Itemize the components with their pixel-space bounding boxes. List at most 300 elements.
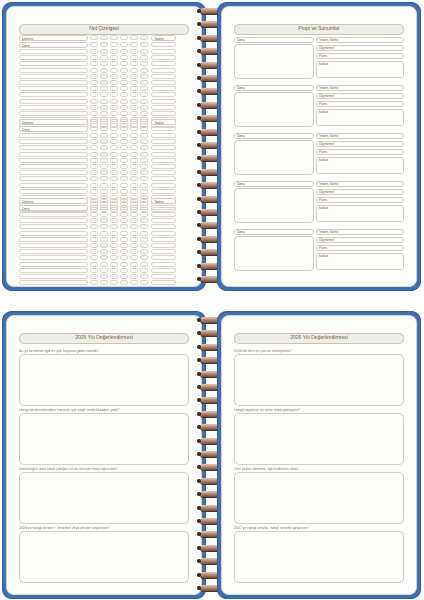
grade-cell[interactable] [90, 198, 98, 203]
grade-cell[interactable] [140, 133, 148, 138]
lesson-row[interactable] [19, 74, 88, 79]
grade-cell[interactable] [90, 105, 98, 110]
lesson-row[interactable] [19, 49, 88, 54]
project-field[interactable]: Öğretmen: [316, 237, 404, 243]
grade-cell[interactable] [140, 243, 148, 248]
grade-cell[interactable] [100, 243, 108, 248]
grade-cell[interactable] [120, 164, 128, 169]
grade-cell[interactable] [120, 55, 128, 60]
grade-cell[interactable] [90, 68, 98, 73]
teslim-cell[interactable] [151, 80, 176, 85]
grade-cell[interactable] [140, 126, 148, 131]
grade-cell[interactable] [110, 61, 118, 66]
lesson-row[interactable] [19, 243, 88, 248]
lesson-row[interactable] [19, 152, 88, 157]
teslim-cell[interactable] [151, 243, 176, 248]
grade-cell[interactable] [90, 176, 98, 181]
teslim-cell[interactable] [151, 268, 176, 273]
grade-cell[interactable] [90, 152, 98, 157]
project-field[interactable]: Notlar: [316, 253, 404, 270]
grade-cell[interactable] [110, 145, 118, 150]
grade-cell[interactable] [90, 280, 98, 285]
grade-cell[interactable] [100, 139, 108, 144]
grade-cell[interactable] [90, 218, 98, 223]
lesson-row[interactable] [19, 170, 88, 175]
lesson-row[interactable] [19, 218, 88, 223]
grade-cell[interactable] [110, 86, 118, 91]
lesson-row[interactable] [19, 105, 88, 110]
grade-cell[interactable] [120, 35, 128, 40]
teslim-cell[interactable] [151, 249, 176, 254]
grade-cell[interactable] [110, 183, 118, 188]
grade-cell[interactable] [110, 243, 118, 248]
grade-cell[interactable] [100, 119, 108, 124]
grade-cell[interactable] [110, 133, 118, 138]
grade-cell[interactable] [120, 262, 128, 267]
teslim-cell[interactable] [151, 152, 176, 157]
lesson-row[interactable] [19, 189, 88, 194]
lesson-row[interactable] [19, 158, 88, 163]
grade-cell[interactable] [140, 92, 148, 97]
grade-cell[interactable] [100, 86, 108, 91]
grade-cell[interactable] [90, 80, 98, 85]
grade-cell[interactable] [110, 42, 118, 47]
answer-area[interactable] [19, 531, 189, 583]
grade-cell[interactable] [130, 68, 138, 73]
lesson-row[interactable] [19, 268, 88, 273]
grade-cell[interactable] [90, 145, 98, 150]
answer-area[interactable] [234, 472, 404, 524]
grade-cell[interactable] [100, 68, 108, 73]
grade-cell[interactable] [120, 268, 128, 273]
grade-cell[interactable] [110, 189, 118, 194]
grade-cell[interactable] [110, 268, 118, 273]
grade-cell[interactable] [120, 152, 128, 157]
grade-cell[interactable] [90, 49, 98, 54]
project-field[interactable]: Öğretmen: [316, 141, 404, 147]
grade-cell[interactable] [140, 255, 148, 260]
lesson-row[interactable] [19, 111, 88, 116]
grade-cell[interactable] [90, 212, 98, 217]
grade-cell[interactable] [90, 183, 98, 188]
lesson-row[interactable] [19, 231, 88, 236]
grade-cell[interactable] [140, 170, 148, 175]
grade-cell[interactable] [110, 249, 118, 254]
grade-cell[interactable] [120, 86, 128, 91]
grade-cell[interactable] [140, 139, 148, 144]
grade-cell[interactable] [100, 218, 108, 223]
grade-cell[interactable] [140, 249, 148, 254]
grade-cell[interactable] [140, 35, 148, 40]
grade-cell[interactable] [130, 274, 138, 279]
project-field[interactable]: Notlar: [316, 205, 404, 222]
grade-cell[interactable] [120, 205, 128, 210]
lesson-row[interactable] [19, 80, 88, 85]
teslim-cell[interactable] [151, 139, 176, 144]
project-field[interactable]: Teslim Tarihi: [316, 229, 404, 235]
grade-cell[interactable] [130, 231, 138, 236]
grade-cell[interactable] [130, 99, 138, 104]
grade-cell[interactable] [90, 205, 98, 210]
grade-cell[interactable] [100, 237, 108, 242]
grade-cell[interactable] [140, 218, 148, 223]
teslim-cell[interactable] [151, 133, 176, 138]
lesson-row[interactable] [19, 183, 88, 188]
grade-cell[interactable] [130, 189, 138, 194]
project-field[interactable]: Notlar: [316, 109, 404, 126]
project-field[interactable]: Öğretmen: [316, 189, 404, 195]
grade-cell[interactable] [110, 35, 118, 40]
lesson-row[interactable] [19, 86, 88, 91]
grade-cell[interactable] [130, 86, 138, 91]
grade-cell[interactable] [100, 126, 108, 131]
grade-cell[interactable] [140, 61, 148, 66]
grade-cell[interactable] [130, 158, 138, 163]
grade-cell[interactable] [110, 80, 118, 85]
grade-cell[interactable] [90, 274, 98, 279]
grade-cell[interactable] [110, 55, 118, 60]
project-field[interactable]: Notlar: [316, 61, 404, 78]
grade-cell[interactable] [90, 249, 98, 254]
grade-cell[interactable] [110, 119, 118, 124]
grade-cell[interactable] [130, 183, 138, 188]
grade-cell[interactable] [120, 198, 128, 203]
teslim-cell[interactable] [151, 170, 176, 175]
grade-cell[interactable] [130, 280, 138, 285]
grade-cell[interactable] [100, 249, 108, 254]
grade-cell[interactable] [120, 105, 128, 110]
grade-cell[interactable] [110, 158, 118, 163]
grade-cell[interactable] [120, 218, 128, 223]
grade-cell[interactable] [100, 111, 108, 116]
grade-cell[interactable] [100, 133, 108, 138]
teslim-cell[interactable] [151, 237, 176, 242]
grade-cell[interactable] [140, 80, 148, 85]
grade-cell[interactable] [140, 205, 148, 210]
lesson-row[interactable] [19, 255, 88, 260]
donem-field[interactable]: Dönem: [19, 198, 88, 204]
grade-cell[interactable] [110, 111, 118, 116]
grade-cell[interactable] [110, 92, 118, 97]
teslim-cell[interactable] [151, 55, 176, 60]
grade-cell[interactable] [130, 176, 138, 181]
grade-cell[interactable] [100, 55, 108, 60]
lesson-row[interactable] [19, 139, 88, 144]
grade-cell[interactable] [90, 224, 98, 229]
grade-cell[interactable] [90, 255, 98, 260]
grade-cell[interactable] [140, 183, 148, 188]
grade-cell[interactable] [140, 158, 148, 163]
ders-field[interactable]: Ders: [234, 133, 314, 139]
grade-cell[interactable] [100, 183, 108, 188]
grade-cell[interactable] [130, 218, 138, 223]
grade-cell[interactable] [110, 49, 118, 54]
grade-cell[interactable] [120, 231, 128, 236]
grade-cell[interactable] [140, 152, 148, 157]
grade-cell[interactable] [140, 164, 148, 169]
grade-cell[interactable] [100, 189, 108, 194]
grade-cell[interactable] [100, 224, 108, 229]
grade-cell[interactable] [130, 119, 138, 124]
teslim-cell[interactable] [151, 86, 176, 91]
grade-cell[interactable] [100, 176, 108, 181]
grade-cell[interactable] [110, 274, 118, 279]
grade-cell[interactable] [140, 68, 148, 73]
lesson-row[interactable] [19, 212, 88, 217]
teslim-cell[interactable] [151, 126, 176, 131]
answer-area[interactable] [19, 472, 189, 524]
teslim-cell[interactable] [151, 164, 176, 169]
project-field[interactable]: Puan: [316, 53, 404, 59]
grade-cell[interactable] [130, 145, 138, 150]
teslim-cell[interactable] [151, 111, 176, 116]
grade-cell[interactable] [140, 280, 148, 285]
grade-cell[interactable] [90, 237, 98, 242]
project-field[interactable]: Teslim Tarihi: [316, 37, 404, 43]
grade-cell[interactable] [130, 55, 138, 60]
grade-cell[interactable] [90, 74, 98, 79]
grade-cell[interactable] [130, 49, 138, 54]
grade-cell[interactable] [140, 268, 148, 273]
grade-cell[interactable] [90, 133, 98, 138]
grade-cell[interactable] [90, 99, 98, 104]
teslim-cell[interactable] [151, 183, 176, 188]
grade-cell[interactable] [120, 99, 128, 104]
grade-cell[interactable] [130, 74, 138, 79]
grade-cell[interactable] [100, 158, 108, 163]
grade-cell[interactable] [100, 92, 108, 97]
lesson-row[interactable] [19, 224, 88, 229]
grade-cell[interactable] [130, 255, 138, 260]
grade-cell[interactable] [120, 237, 128, 242]
grade-cell[interactable] [120, 224, 128, 229]
grade-cell[interactable] [130, 164, 138, 169]
answer-area[interactable] [19, 413, 189, 465]
grade-cell[interactable] [120, 158, 128, 163]
grade-cell[interactable] [100, 35, 108, 40]
teslim-cell[interactable] [151, 158, 176, 163]
project-field[interactable]: Puan: [316, 149, 404, 155]
grade-cell[interactable] [100, 80, 108, 85]
grade-cell[interactable] [120, 126, 128, 131]
grade-cell[interactable] [140, 99, 148, 104]
project-field[interactable]: Notlar: [316, 157, 404, 174]
grade-cell[interactable] [90, 86, 98, 91]
lesson-row[interactable] [19, 262, 88, 267]
grade-cell[interactable] [140, 55, 148, 60]
grade-cell[interactable] [110, 68, 118, 73]
grade-cell[interactable] [120, 212, 128, 217]
project-field[interactable]: Puan: [316, 197, 404, 203]
teslim-cell[interactable] [151, 274, 176, 279]
grade-cell[interactable] [120, 274, 128, 279]
grade-cell[interactable] [90, 170, 98, 175]
grade-cell[interactable] [90, 61, 98, 66]
grade-cell[interactable] [130, 92, 138, 97]
grade-cell[interactable] [140, 86, 148, 91]
grade-cell[interactable] [130, 105, 138, 110]
grade-cell[interactable] [110, 176, 118, 181]
ders-field[interactable]: Ders: [19, 126, 88, 132]
project-description-area[interactable] [234, 188, 314, 223]
grade-cell[interactable] [110, 105, 118, 110]
teslim-cell[interactable] [151, 176, 176, 181]
grade-cell[interactable] [100, 212, 108, 217]
lesson-row[interactable] [19, 249, 88, 254]
teslim-cell[interactable] [151, 262, 176, 267]
answer-area[interactable] [234, 531, 404, 583]
lesson-row[interactable] [19, 61, 88, 66]
lesson-row[interactable] [19, 280, 88, 285]
grade-cell[interactable] [130, 170, 138, 175]
grade-cell[interactable] [90, 55, 98, 60]
grade-cell[interactable] [130, 243, 138, 248]
grade-cell[interactable] [90, 111, 98, 116]
grade-cell[interactable] [130, 262, 138, 267]
teslim-cell[interactable] [151, 189, 176, 194]
teslim-cell[interactable] [151, 212, 176, 217]
grade-cell[interactable] [130, 152, 138, 157]
grade-cell[interactable] [110, 139, 118, 144]
teslim-cell[interactable] [151, 99, 176, 104]
grade-cell[interactable] [110, 280, 118, 285]
grade-cell[interactable] [120, 183, 128, 188]
grade-cell[interactable] [100, 170, 108, 175]
grade-cell[interactable] [140, 119, 148, 124]
grade-cell[interactable] [120, 249, 128, 254]
grade-cell[interactable] [120, 80, 128, 85]
lesson-row[interactable] [19, 99, 88, 104]
teslim-cell[interactable] [151, 68, 176, 73]
teslim-cell[interactable] [151, 255, 176, 260]
grade-cell[interactable] [130, 212, 138, 217]
lesson-row[interactable] [19, 68, 88, 73]
project-field[interactable]: Teslim Tarihi: [316, 85, 404, 91]
grade-cell[interactable] [100, 280, 108, 285]
grade-cell[interactable] [120, 145, 128, 150]
project-field[interactable]: Teslim Tarihi: [316, 181, 404, 187]
grade-cell[interactable] [110, 170, 118, 175]
grade-cell[interactable] [120, 42, 128, 47]
grade-cell[interactable] [90, 262, 98, 267]
lesson-row[interactable] [19, 237, 88, 242]
grade-cell[interactable] [120, 189, 128, 194]
grade-cell[interactable] [90, 158, 98, 163]
ders-field[interactable]: Ders: [234, 37, 314, 43]
grade-cell[interactable] [130, 111, 138, 116]
grade-cell[interactable] [100, 152, 108, 157]
teslim-cell[interactable] [151, 280, 176, 285]
grade-cell[interactable] [90, 126, 98, 131]
teslim-cell[interactable] [151, 218, 176, 223]
grade-cell[interactable] [130, 133, 138, 138]
grade-cell[interactable] [120, 280, 128, 285]
grade-cell[interactable] [110, 212, 118, 217]
grade-cell[interactable] [110, 152, 118, 157]
ders-field[interactable]: Ders: [19, 42, 88, 48]
grade-cell[interactable] [100, 105, 108, 110]
grade-cell[interactable] [110, 164, 118, 169]
grade-cell[interactable] [140, 198, 148, 203]
grade-cell[interactable] [110, 231, 118, 236]
ders-field[interactable]: Ders: [234, 181, 314, 187]
teslim-cell[interactable] [151, 205, 176, 210]
donem-field[interactable]: Dönem: [19, 35, 88, 41]
grade-cell[interactable] [120, 92, 128, 97]
project-field[interactable]: Teslim Tarihi: [316, 133, 404, 139]
grade-cell[interactable] [90, 92, 98, 97]
project-description-area[interactable] [234, 236, 314, 271]
grade-cell[interactable] [120, 243, 128, 248]
lesson-row[interactable] [19, 92, 88, 97]
grade-cell[interactable] [110, 255, 118, 260]
grade-cell[interactable] [130, 268, 138, 273]
grade-cell[interactable] [110, 218, 118, 223]
teslim-cell[interactable] [151, 224, 176, 229]
grade-cell[interactable] [90, 164, 98, 169]
teslim-cell[interactable] [151, 92, 176, 97]
grade-cell[interactable] [90, 231, 98, 236]
grade-cell[interactable] [90, 35, 98, 40]
grade-cell[interactable] [110, 237, 118, 242]
grade-cell[interactable] [100, 205, 108, 210]
answer-area[interactable] [234, 413, 404, 465]
grade-cell[interactable] [120, 74, 128, 79]
lesson-row[interactable] [19, 274, 88, 279]
lesson-row[interactable] [19, 164, 88, 169]
lesson-row[interactable] [19, 176, 88, 181]
grade-cell[interactable] [130, 139, 138, 144]
teslim-cell[interactable] [151, 49, 176, 54]
grade-cell[interactable] [100, 99, 108, 104]
teslim-cell[interactable] [151, 231, 176, 236]
grade-cell[interactable] [120, 119, 128, 124]
grade-cell[interactable] [100, 164, 108, 169]
grade-cell[interactable] [120, 49, 128, 54]
grade-cell[interactable] [110, 262, 118, 267]
grade-cell[interactable] [100, 255, 108, 260]
answer-area[interactable] [234, 354, 404, 406]
grade-cell[interactable] [110, 198, 118, 203]
project-field[interactable]: Öğretmen: [316, 45, 404, 51]
grade-cell[interactable] [140, 262, 148, 267]
grade-cell[interactable] [130, 61, 138, 66]
grade-cell[interactable] [120, 61, 128, 66]
grade-cell[interactable] [120, 170, 128, 175]
grade-cell[interactable] [90, 139, 98, 144]
grade-cell[interactable] [90, 268, 98, 273]
grade-cell[interactable] [90, 42, 98, 47]
grade-cell[interactable] [140, 224, 148, 229]
grade-cell[interactable] [100, 74, 108, 79]
grade-cell[interactable] [140, 145, 148, 150]
grade-cell[interactable] [140, 74, 148, 79]
donem-field[interactable]: Dönem: [19, 119, 88, 125]
grade-cell[interactable] [120, 255, 128, 260]
project-field[interactable]: Puan: [316, 101, 404, 107]
grade-cell[interactable] [100, 145, 108, 150]
grade-cell[interactable] [130, 205, 138, 210]
teslim-cell[interactable] [151, 61, 176, 66]
grade-cell[interactable] [140, 231, 148, 236]
grade-cell[interactable] [100, 262, 108, 267]
grade-cell[interactable] [140, 42, 148, 47]
grade-cell[interactable] [90, 119, 98, 124]
grade-cell[interactable] [130, 224, 138, 229]
project-field[interactable]: Öğretmen: [316, 93, 404, 99]
grade-cell[interactable] [130, 42, 138, 47]
grade-cell[interactable] [100, 61, 108, 66]
